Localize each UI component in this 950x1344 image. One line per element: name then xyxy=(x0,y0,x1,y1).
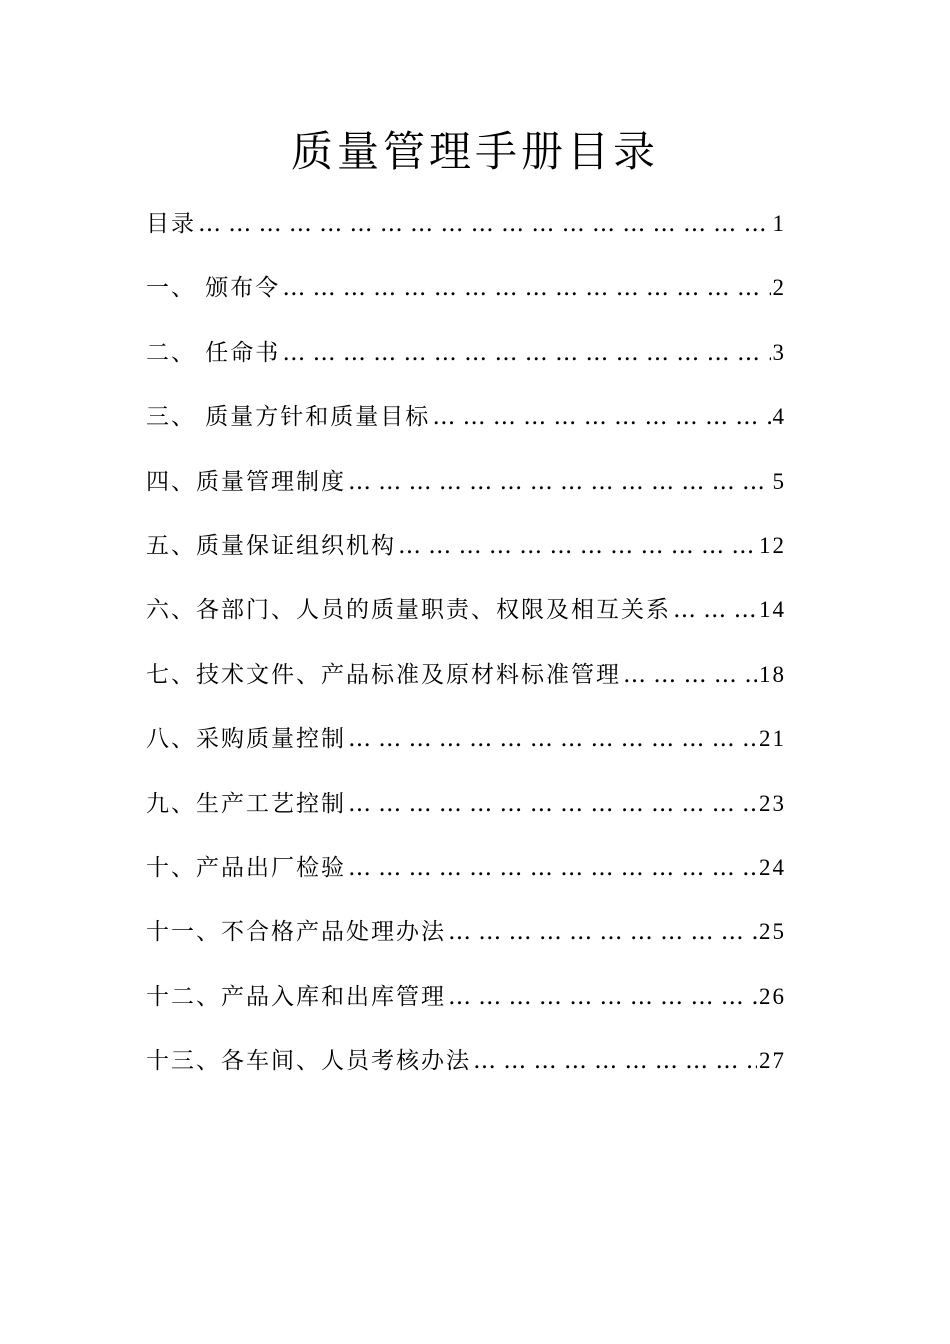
toc-entry-page: 3 xyxy=(772,339,786,365)
dot-leader xyxy=(432,398,770,436)
toc-entry xyxy=(146,978,786,1042)
dot-leader xyxy=(623,656,757,694)
toc-entry-page: 4 xyxy=(772,404,786,430)
toc-entry xyxy=(146,785,786,849)
toc-entry-page: 27 xyxy=(759,1048,786,1074)
toc-entry xyxy=(146,1042,786,1106)
toc-entry-label: 六、各部门、人员的质量职责、权限及相互关系 xyxy=(146,597,671,624)
toc-entry xyxy=(146,720,786,784)
toc-entry-label: 五、质量保证组织机构 xyxy=(146,532,396,559)
page-title: 质量管理手册目录 xyxy=(290,127,659,176)
toc-entry-label: 二、 任命书 xyxy=(146,339,281,366)
toc-entry xyxy=(146,269,786,333)
toc-entry-label: 一、 颁布令 xyxy=(146,275,281,302)
dot-leader xyxy=(673,591,757,629)
toc-entry-page: 25 xyxy=(759,919,786,945)
dot-leader xyxy=(398,527,757,565)
toc-entry xyxy=(146,527,786,591)
toc-entry xyxy=(146,913,786,977)
toc-entry-page: 18 xyxy=(759,661,786,687)
toc-entry-label: 八、采购质量控制 xyxy=(146,726,346,753)
dot-leader xyxy=(448,978,757,1016)
toc-entry-page: 14 xyxy=(759,597,786,623)
toc-entry-label: 四、质量管理制度 xyxy=(146,468,346,495)
table-of-contents xyxy=(146,205,786,1106)
toc-entry-label: 十二、产品入库和出库管理 xyxy=(146,983,446,1010)
toc-entry xyxy=(146,849,786,913)
dot-leader xyxy=(348,463,771,501)
toc-entry-page: 2 xyxy=(772,275,786,301)
toc-entry-page: 26 xyxy=(759,983,786,1009)
toc-entry-label: 目录 xyxy=(146,211,196,237)
toc-entry xyxy=(146,205,786,269)
dot-leader xyxy=(448,913,757,951)
toc-entry-page: 1 xyxy=(772,211,786,236)
toc-entry-page: 5 xyxy=(772,468,786,494)
toc-entry-page: 23 xyxy=(759,790,786,816)
dot-leader xyxy=(198,205,771,243)
toc-entry xyxy=(146,398,786,462)
toc-entry-label: 十、产品出厂检验 xyxy=(146,854,346,881)
toc-entry-label: 三、 质量方针和质量目标 xyxy=(146,404,431,431)
dot-leader xyxy=(473,1042,757,1080)
dot-leader xyxy=(282,334,770,372)
toc-entry xyxy=(146,334,786,398)
dot-leader xyxy=(348,849,757,887)
toc-entry-label: 九、生产工艺控制 xyxy=(146,790,346,817)
dot-leader xyxy=(348,720,757,758)
dot-leader xyxy=(348,785,757,823)
toc-entry-label: 七、技术文件、产品标准及原材料标准管理 xyxy=(146,661,621,688)
toc-entry xyxy=(146,591,786,655)
toc-entry-label: 十三、各车间、人员考核办法 xyxy=(146,1048,471,1075)
toc-entry xyxy=(146,656,786,720)
toc-entry-page: 12 xyxy=(759,532,786,558)
toc-entry-page: 21 xyxy=(759,726,786,752)
toc-entry xyxy=(146,463,786,527)
toc-entry-label: 十一、不合格产品处理办法 xyxy=(146,919,446,946)
toc-entry-page: 24 xyxy=(759,854,786,880)
dot-leader xyxy=(282,269,770,307)
